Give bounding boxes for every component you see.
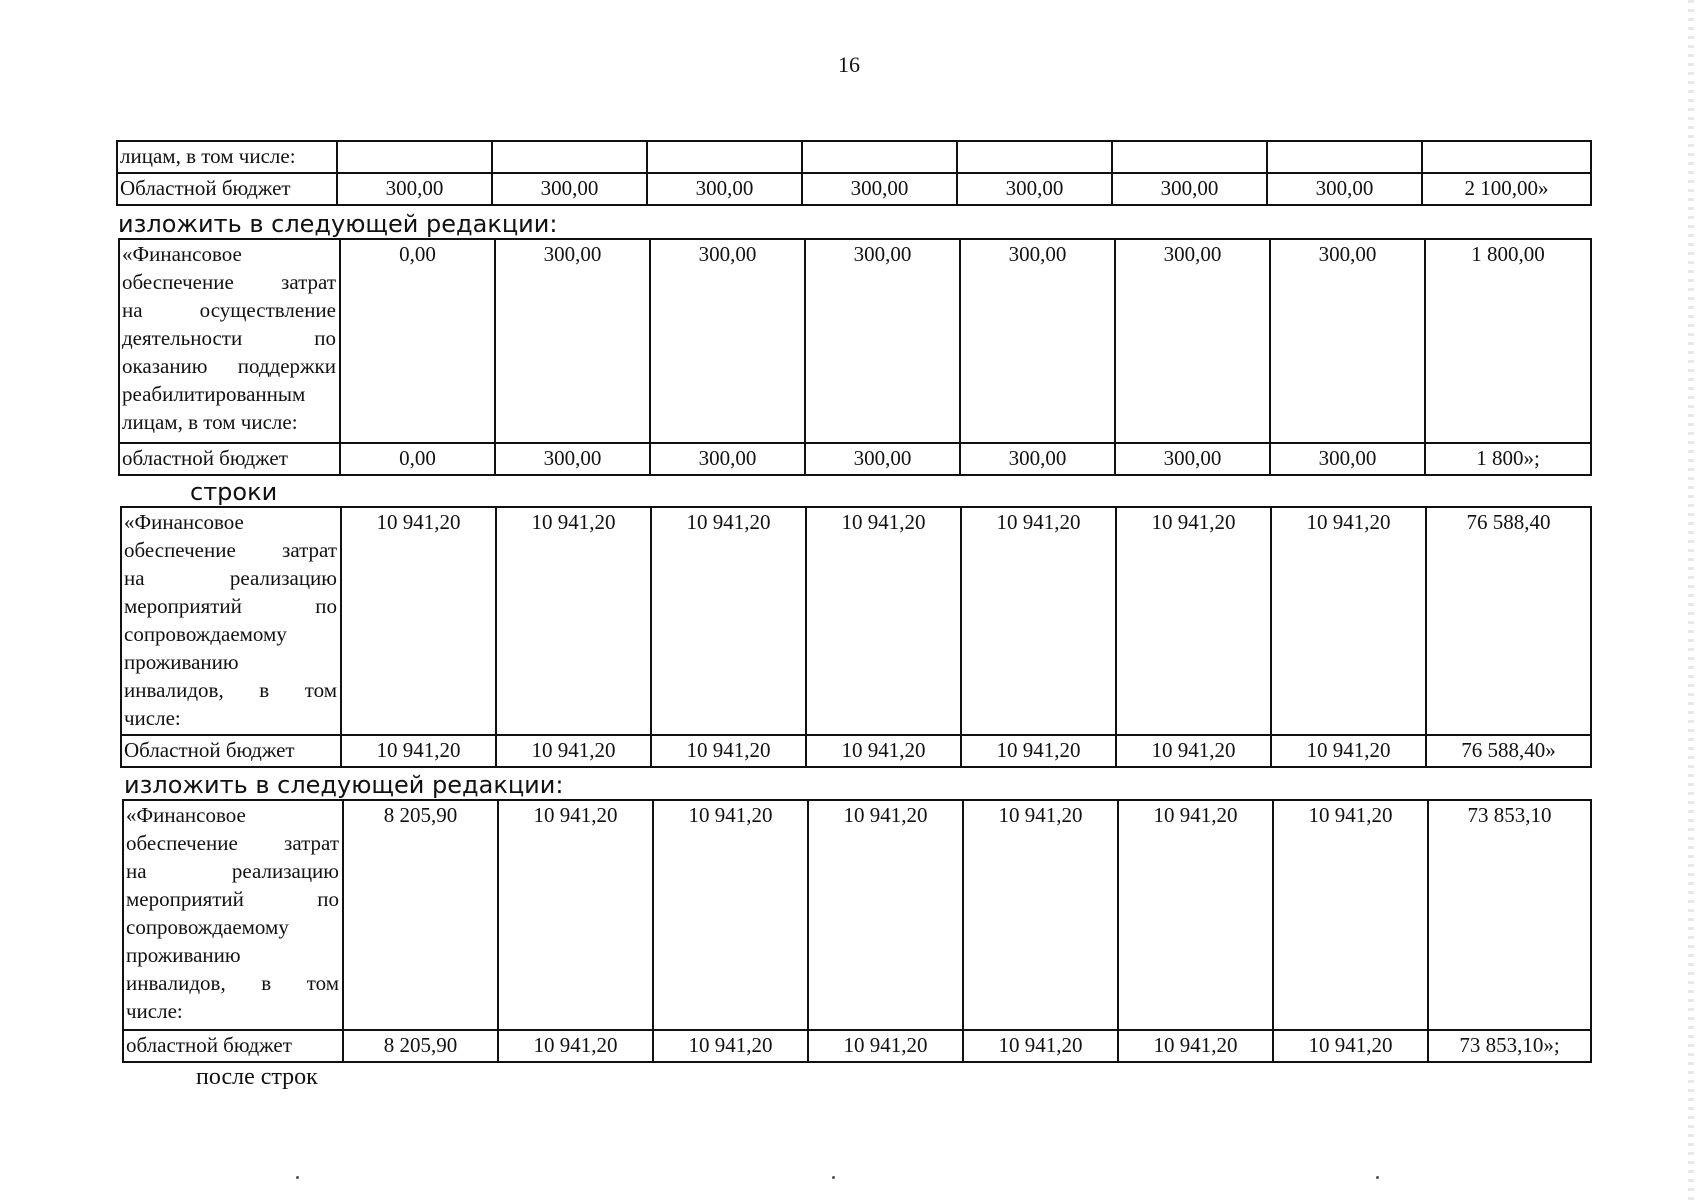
- label-line: числе:: [124, 706, 181, 730]
- scan-dot: [1376, 1176, 1379, 1179]
- cell-value: 300,00: [495, 239, 650, 443]
- label-word: том: [306, 971, 339, 995]
- label-word: обеспечение: [122, 270, 234, 294]
- cell-value: 10 941,20: [653, 1030, 808, 1062]
- label-line: «Финансовое: [122, 242, 242, 266]
- label-word: инвалидов,: [124, 678, 224, 702]
- label-line: [122, 352, 336, 380]
- cell-value: 10 941,20: [1271, 735, 1426, 767]
- cell-value: 1 800»;: [1425, 443, 1591, 475]
- row-label: областной бюджет: [123, 1030, 343, 1062]
- label-line: [122, 296, 336, 324]
- cell-value: 10 941,20: [496, 735, 651, 767]
- label-line: лицам, в том числе:: [122, 410, 298, 434]
- cell-value: 10 941,20: [806, 735, 961, 767]
- table-row: [121, 507, 1591, 735]
- table-row: [123, 1030, 1591, 1062]
- cell-value: 300,00: [960, 239, 1115, 443]
- cell-value: 10 941,20: [1118, 800, 1273, 1030]
- cell-value: 10 941,20: [1116, 507, 1271, 735]
- cell-value: 73 853,10: [1428, 800, 1591, 1030]
- label-word: осуществление: [199, 298, 336, 322]
- label-line: [122, 324, 336, 352]
- label-line: реабилитированным: [122, 382, 306, 406]
- cell-value: 10 941,20: [1116, 735, 1271, 767]
- label-line: [124, 536, 337, 564]
- footer-caption: после строк: [196, 1064, 318, 1090]
- cell-value: 10 941,20: [963, 1030, 1118, 1062]
- label-line: [126, 885, 339, 913]
- label-line: [124, 676, 337, 704]
- label-word: том: [304, 678, 337, 702]
- cell-value: 10 941,20: [1118, 1030, 1273, 1062]
- row-label: областной бюджет: [119, 443, 340, 475]
- cell-value: 76 588,40»: [1426, 735, 1591, 767]
- scan-dot: [832, 1176, 835, 1179]
- cell-value: 73 853,10»;: [1428, 1030, 1591, 1062]
- cell-value: 10 941,20: [1271, 507, 1426, 735]
- cell-value: 0,00: [340, 443, 495, 475]
- label-word: обеспечение: [126, 831, 238, 855]
- cell-value: 300,00: [805, 239, 960, 443]
- cell-value: 300,00: [337, 173, 492, 205]
- cell-value: 300,00: [805, 443, 960, 475]
- cell-value: 300,00: [650, 443, 805, 475]
- label-line: [124, 564, 337, 592]
- cell-value: 300,00: [960, 443, 1115, 475]
- cell-value: 300,00: [1270, 239, 1425, 443]
- label-word: деятельности: [122, 326, 243, 350]
- section-caption: строки: [190, 478, 278, 506]
- label-word: затрат: [282, 538, 337, 562]
- row-label: Областной бюджет: [121, 735, 341, 767]
- label-line: [126, 857, 339, 885]
- cell-value: 300,00: [1270, 443, 1425, 475]
- label-word: затрат: [281, 270, 336, 294]
- cell-value: 300,00: [495, 443, 650, 475]
- label-word: в: [259, 678, 270, 702]
- label-word: по: [317, 887, 339, 911]
- amendment-caption: изложить в следующей редакции:: [124, 771, 564, 799]
- cell-value: 10 941,20: [653, 800, 808, 1030]
- label-word: реализацию: [231, 859, 339, 883]
- cell-value: 10 941,20: [961, 735, 1116, 767]
- scan-dot: [296, 1176, 299, 1179]
- label-line: «Финансовое: [124, 510, 244, 534]
- scan-edge-artifact: [1688, 0, 1694, 1200]
- label-word: по: [315, 594, 337, 618]
- cell-value: 10 941,20: [961, 507, 1116, 735]
- label-line: [126, 829, 339, 857]
- cell-value: 10 941,20: [341, 735, 496, 767]
- table-row: [121, 735, 1591, 767]
- cell-value: 10 941,20: [963, 800, 1118, 1030]
- cell-value: 10 941,20: [806, 507, 961, 735]
- row-label: Областной бюджет: [117, 173, 337, 205]
- table-row: [123, 800, 1591, 1030]
- cell-value: 300,00: [957, 173, 1112, 205]
- cell-value: 2 100,00»: [1422, 173, 1591, 205]
- cell-value: 300,00: [492, 173, 647, 205]
- label-word: по: [314, 326, 336, 350]
- table-2: [118, 238, 1592, 476]
- table-row: [119, 239, 1591, 443]
- cell-value: 8 205,90: [343, 800, 498, 1030]
- amendment-caption: изложить в следующей редакции:: [118, 210, 558, 238]
- label-word: мероприятий: [126, 887, 244, 911]
- label-line: сопровождаемому: [124, 622, 287, 646]
- cell-value: 10 941,20: [651, 735, 806, 767]
- cell-value: 10 941,20: [1273, 1030, 1428, 1062]
- cell-value: 1 800,00: [1425, 239, 1591, 443]
- cell-value: 76 588,40: [1426, 507, 1591, 735]
- cell-value: 8 205,90: [343, 1030, 498, 1062]
- label-word: инвалидов,: [126, 971, 226, 995]
- label-word: на: [126, 859, 147, 883]
- label-line: «Финансовое: [126, 803, 246, 827]
- cell-value: 10 941,20: [341, 507, 496, 735]
- table-4: [122, 799, 1592, 1063]
- label-line: лицам, в том числе:: [120, 144, 296, 168]
- cell-value: 300,00: [1112, 173, 1267, 205]
- label-line: проживанию: [126, 943, 241, 967]
- row-label: [123, 800, 343, 1030]
- cell-value: 300,00: [1267, 173, 1422, 205]
- row-label: [121, 507, 341, 735]
- cell-value: 0,00: [340, 239, 495, 443]
- label-line: [126, 969, 339, 997]
- label-line: [122, 268, 336, 296]
- label-word: затрат: [284, 831, 339, 855]
- cell-value: 300,00: [1115, 443, 1270, 475]
- cell-value: 10 941,20: [498, 800, 653, 1030]
- label-word: в: [261, 971, 272, 995]
- label-word: обеспечение: [124, 538, 236, 562]
- cell-value: 10 941,20: [808, 1030, 963, 1062]
- cell-value: 300,00: [1115, 239, 1270, 443]
- label-word: оказанию: [122, 354, 208, 378]
- cell-value: 10 941,20: [498, 1030, 653, 1062]
- cell-value: 10 941,20: [1273, 800, 1428, 1030]
- cell-value: 300,00: [802, 173, 957, 205]
- cell-value: 10 941,20: [808, 800, 963, 1030]
- page-number: 16: [838, 52, 860, 77]
- table-row: [117, 173, 1591, 205]
- label-word: поддержки: [237, 354, 336, 378]
- label-line: проживанию: [124, 650, 239, 674]
- label-line: [124, 592, 337, 620]
- cell-value: 10 941,20: [651, 507, 806, 735]
- row-label: [119, 239, 340, 443]
- table-1: [116, 140, 1592, 206]
- table-row: [117, 141, 1591, 173]
- label-word: на: [124, 566, 145, 590]
- row-label: [117, 141, 337, 173]
- cell-value: 300,00: [650, 239, 805, 443]
- table-3: [120, 506, 1592, 768]
- label-word: на: [122, 298, 143, 322]
- cell-value: 300,00: [647, 173, 802, 205]
- label-line: сопровождаемому: [126, 915, 289, 939]
- label-word: мероприятий: [124, 594, 242, 618]
- cell-value: 10 941,20: [496, 507, 651, 735]
- label-word: реализацию: [229, 566, 337, 590]
- table-row: [119, 443, 1591, 475]
- label-line: числе:: [126, 999, 183, 1023]
